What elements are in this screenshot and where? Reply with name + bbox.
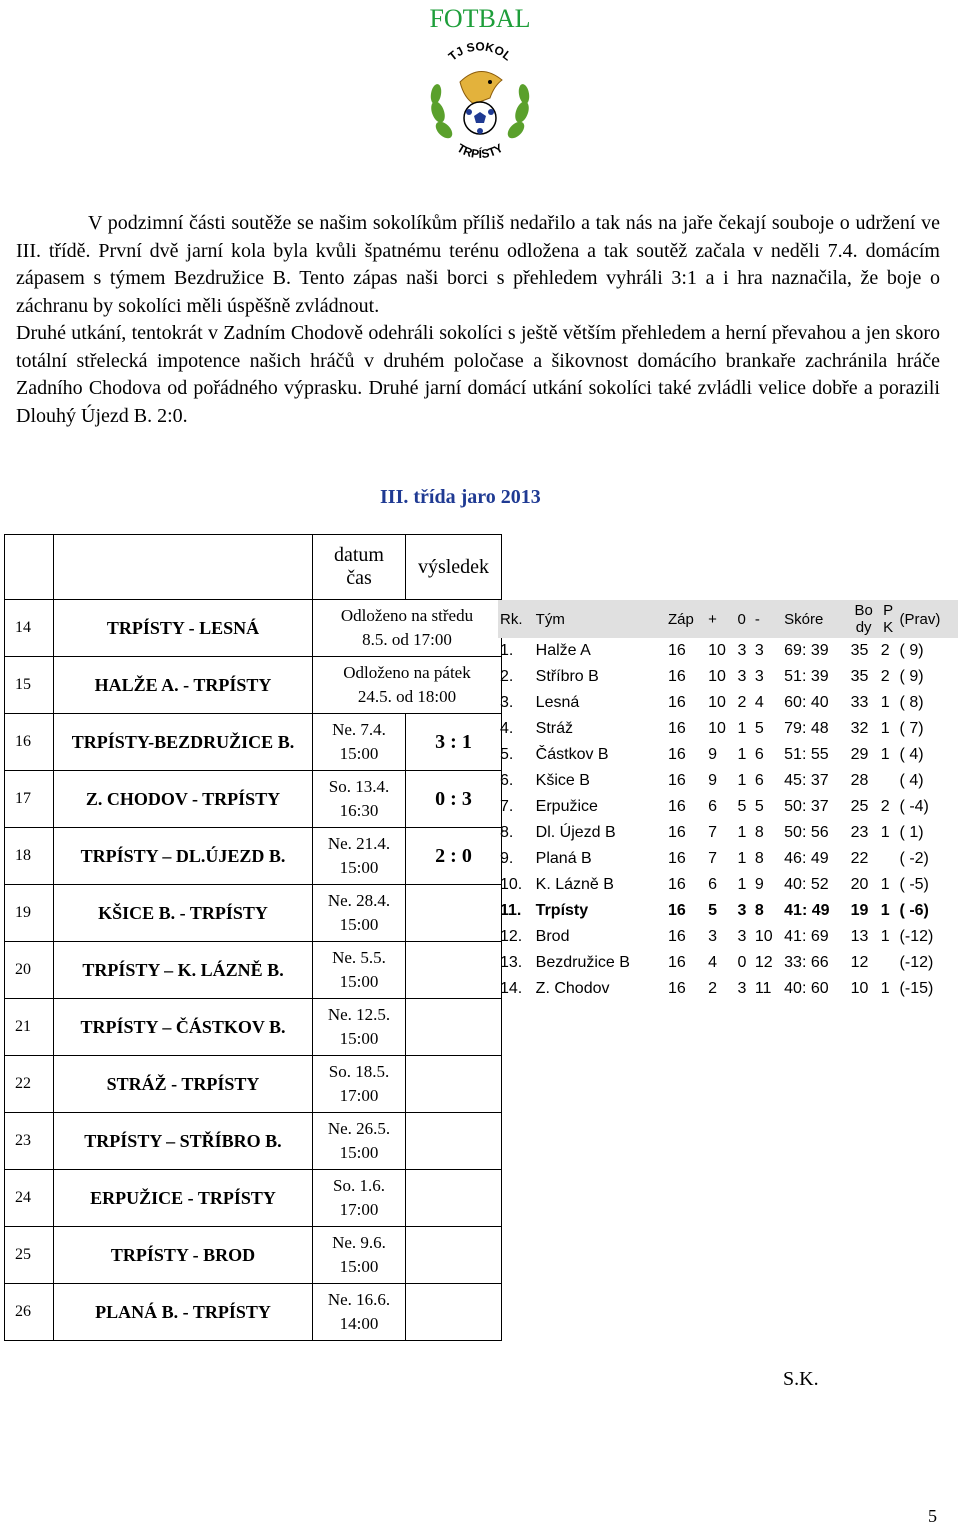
match-teams: TRPÍSTY-BEZDRUŽICE B.: [54, 714, 313, 771]
round-number: 21: [5, 999, 54, 1056]
match-date-line: Ne. 26.5.: [327, 1119, 391, 1138]
match-result: [406, 999, 502, 1056]
match-date-line: Odloženo na středu: [340, 606, 474, 625]
match-result: [406, 1227, 502, 1284]
wins-cell: 2: [708, 980, 718, 997]
team-header: Tým: [534, 600, 666, 638]
wins-cell: 9: [708, 772, 718, 789]
losses-cell: 11: [754, 980, 772, 997]
wins-cell: 9: [708, 746, 718, 763]
logo-arc-text: TJ SOKOL: [445, 42, 515, 64]
wins-cell: 4: [708, 954, 718, 971]
truth-table-header: (Prav): [898, 600, 958, 638]
match-result: 3 : 1: [406, 714, 502, 771]
draws-cell: 1: [737, 720, 747, 737]
points-cell: 12: [850, 954, 869, 971]
draws-cell: 1: [737, 746, 747, 763]
table-row: [498, 638, 958, 664]
team-name-cell: Stráž: [535, 720, 574, 737]
draws-cell: 3: [737, 668, 747, 685]
club-logo: [420, 42, 540, 172]
rank-cell: 9.: [500, 850, 514, 867]
played-cell: 16: [667, 876, 686, 893]
penalty-cell: 1: [880, 720, 890, 737]
match-date: [313, 1227, 406, 1284]
table-row: [5, 714, 502, 771]
points-cell: 35: [850, 668, 869, 685]
match-teams: PLANÁ B. - TRPÍSTY: [54, 1284, 313, 1341]
match-date: [313, 657, 502, 714]
played-cell: 16: [667, 694, 686, 711]
match-result: [406, 1113, 502, 1170]
table-row: [5, 1113, 502, 1170]
table-row: [5, 942, 502, 999]
rank-cell: 4.: [500, 720, 514, 737]
match-teams: TRPÍSTY – STŘÍBRO B.: [54, 1113, 313, 1170]
played-cell: 16: [667, 980, 686, 997]
author-signature: S.K.: [783, 1368, 819, 1390]
match-date: [313, 1113, 406, 1170]
match-time-line: 24.5. od 18:00: [357, 687, 457, 706]
truth-table-cell: ( -6): [899, 902, 929, 919]
draws-header: 0: [735, 600, 752, 638]
team-name-cell: Brod: [535, 928, 570, 945]
score-header: Skóre: [782, 600, 848, 638]
round-number: 26: [5, 1284, 54, 1341]
played-cell: 16: [667, 824, 686, 841]
losses-cell: 5: [754, 720, 764, 737]
losses-cell: 6: [754, 746, 764, 763]
penalty-cell: 1: [880, 746, 890, 763]
played-cell: 16: [667, 746, 686, 763]
penalty-cell: 2: [880, 668, 890, 685]
match-teams: Z. CHODOV - TRPÍSTY: [54, 771, 313, 828]
match-time-line: 17:00: [339, 1200, 379, 1219]
match-schedule-table: [4, 534, 502, 1341]
draws-cell: 1: [737, 772, 747, 789]
played-cell: 16: [667, 772, 686, 789]
score-cell: 69: 39: [784, 642, 829, 659]
wins-cell: 6: [708, 798, 718, 815]
played-cell: 16: [667, 642, 686, 659]
match-result: [406, 885, 502, 942]
match-result: 0 : 3: [406, 771, 502, 828]
table-row: [498, 950, 958, 976]
round-number: 16: [5, 714, 54, 771]
table-row: [5, 828, 502, 885]
date-header-line: datum: [334, 544, 384, 566]
draws-cell: 3: [737, 928, 747, 945]
match-date: [313, 1284, 406, 1341]
truth-table-cell: (-12): [899, 928, 934, 945]
truth-table-cell: ( 7): [899, 720, 924, 737]
played-cell: 16: [667, 928, 686, 945]
losses-cell: 8: [754, 824, 764, 841]
played-cell: 16: [667, 668, 686, 685]
rank-cell: 11.: [500, 902, 522, 919]
points-cell: 22: [850, 850, 869, 867]
truth-table-cell: ( -4): [899, 798, 929, 815]
points-cell: 33: [850, 694, 869, 711]
table-row: [5, 1227, 502, 1284]
score-cell: 41: 49: [784, 902, 830, 919]
team-name-cell: Z. Chodov: [535, 980, 610, 997]
rank-cell: 14.: [500, 980, 523, 997]
penalty-cell: 2: [880, 642, 890, 659]
draws-cell: 1: [737, 850, 747, 867]
draws-cell: 3: [737, 902, 747, 919]
truth-table-cell: (-12): [899, 954, 934, 971]
penalty-cell: 1: [880, 824, 890, 841]
match-time-line: 15:00: [339, 1257, 379, 1276]
match-time-line: 15:00: [339, 1029, 379, 1048]
football-icon: [464, 102, 496, 134]
match-time-line: 15:00: [339, 915, 379, 934]
penalty-cell: 1: [880, 694, 890, 711]
table-row: [498, 872, 958, 898]
points-cell: 20: [850, 876, 869, 893]
match-time-line: 14:00: [339, 1314, 379, 1333]
wins-header: +: [706, 600, 735, 638]
match-teams: TRPÍSTY – K. LÁZNĚ B.: [54, 942, 313, 999]
draws-cell: 5: [737, 798, 747, 815]
round-number: 17: [5, 771, 54, 828]
wins-cell: 3: [708, 928, 718, 945]
match-result: 2 : 0: [406, 828, 502, 885]
match-time-line: 15:00: [339, 858, 379, 877]
losses-cell: 10: [754, 928, 773, 945]
losses-cell: 9: [754, 876, 764, 893]
match-time-line: 15:00: [339, 1143, 379, 1162]
table-header-row: [498, 600, 958, 638]
score-cell: 41: 69: [784, 928, 829, 945]
penalty-cell: [879, 846, 898, 872]
match-date-line: Ne. 28.4.: [327, 891, 391, 910]
penalty-cell: 1: [880, 876, 890, 893]
points-header: [849, 600, 879, 638]
svg-text:TJ SOKOL: [446, 42, 515, 64]
score-cell: 40: 60: [784, 980, 829, 997]
match-date: [313, 714, 406, 771]
wins-cell: 10: [708, 694, 726, 711]
table-row: [5, 600, 502, 657]
team-name-cell: Halže A: [535, 642, 591, 659]
table-row: [498, 820, 958, 846]
rank-header: Rk.: [498, 600, 534, 638]
match-date-line: Ne. 12.5.: [327, 1005, 391, 1024]
points-header-line: Bo: [854, 602, 873, 619]
score-cell: 60: 40: [784, 694, 829, 711]
losses-cell: 12: [754, 954, 773, 971]
rank-cell: 1.: [500, 642, 514, 659]
match-date: [313, 1170, 406, 1227]
result-header: výsledek: [406, 535, 502, 600]
penalty-header-line: P: [883, 602, 894, 619]
truth-table-cell: ( 4): [899, 772, 924, 789]
round-number: 20: [5, 942, 54, 999]
team-name-cell: Dl. Újezd B: [535, 824, 616, 841]
played-cell: 16: [667, 720, 686, 737]
svg-text:TRPÍSTY: [455, 141, 506, 161]
team-name-cell: Kšice B: [535, 772, 590, 789]
logo-bottom-text: TRPÍSTY: [454, 140, 506, 162]
losses-cell: 8: [754, 850, 764, 867]
points-cell: 32: [850, 720, 869, 737]
penalty-header-line: K: [883, 619, 894, 636]
score-cell: 51: 55: [784, 746, 829, 763]
table-row: [498, 898, 958, 924]
draws-cell: 3: [737, 642, 747, 659]
falcon-icon: [460, 71, 502, 104]
match-date: [313, 1056, 406, 1113]
team-name-cell: Planá B: [535, 850, 592, 867]
match-teams: TRPÍSTY – ČÁSTKOV B.: [54, 999, 313, 1056]
match-result: [406, 942, 502, 999]
time-header-line: čas: [346, 567, 372, 589]
truth-table-cell: ( 4): [899, 746, 924, 763]
intro-text: [16, 210, 940, 430]
score-cell: 79: 48: [784, 720, 829, 737]
points-cell: 19: [850, 902, 869, 919]
match-date: [313, 885, 406, 942]
played-cell: 16: [667, 850, 686, 867]
score-cell: 46: 49: [784, 850, 829, 867]
table-row: [498, 794, 958, 820]
round-number: 24: [5, 1170, 54, 1227]
team-name-cell: Stříbro B: [535, 668, 599, 685]
match-time-line: 15:00: [339, 744, 379, 763]
match-date-line: Ne. 5.5.: [332, 948, 386, 967]
match-date: [313, 771, 406, 828]
table-row: [5, 885, 502, 942]
match-teams: TRPÍSTY – DL.ÚJEZD B.: [54, 828, 313, 885]
match-date: [313, 942, 406, 999]
losses-cell: 5: [754, 798, 764, 815]
round-number: 19: [5, 885, 54, 942]
match-date-line: So. 18.5.: [328, 1062, 390, 1081]
draws-cell: 3: [737, 980, 747, 997]
wins-cell: 7: [708, 824, 718, 841]
rank-cell: 10.: [500, 876, 523, 893]
score-cell: 50: 56: [784, 824, 829, 841]
truth-table-cell: ( -2): [899, 850, 929, 867]
date-header: [313, 535, 406, 600]
table-row: [498, 716, 958, 742]
table-row: [5, 1056, 502, 1113]
losses-cell: 8: [754, 902, 764, 919]
points-cell: 28: [850, 772, 869, 789]
penalty-header: [879, 600, 898, 638]
table-row: [498, 690, 958, 716]
intro-paragraph: Druhé utkání, tentokrát v Zadním Chodově odehráli sokolíci s ještě větším přehledem a herní převahou a jen skoro totální střelecká impotence našich hráčů v druhém poločase a šikovnost domácího brankaře zachránila hráče Zadního Chodova od pořádného výprasku. Druhé jarní domácí utkání sokolíci také zvládli velice dobře a porazili Dlouhý Újezd B. 2:0.: [16, 322, 940, 427]
round-number: 14: [5, 600, 54, 657]
intro-paragraph: V podzimní části soutěže se našim sokolíkům příliš nedařilo a tak nás na jaře čekají souboje o udržení ve III. třídě. První dvě jarní kola byla kvůli špatnému terénu odložena a tak soutěž začala v neděli 7.4. domácím zápasem s týmem Bezdružice B. Tento zápas naši borci s přehledem vyhráli 3:1 a i hra naznačila, že boje o záchranu by sokolíci měli úspěšně zvládnout.: [16, 212, 940, 317]
team-name-cell: Částkov B: [535, 746, 609, 763]
match-teams: TRPÍSTY - LESNÁ: [54, 600, 313, 657]
team-name-cell: Erpužice: [535, 798, 598, 815]
played-cell: 16: [667, 798, 686, 815]
match-teams: STRÁŽ - TRPÍSTY: [54, 1056, 313, 1113]
round-number: 25: [5, 1227, 54, 1284]
played-cell: 16: [667, 954, 686, 971]
truth-table-cell: ( 9): [899, 642, 924, 659]
points-cell: 23: [850, 824, 869, 841]
truth-table-cell: (-15): [899, 980, 934, 997]
wins-cell: 7: [708, 850, 718, 867]
match-date-line: So. 13.4.: [328, 777, 390, 796]
round-header: [5, 535, 54, 600]
points-cell: 10: [850, 980, 869, 997]
rank-cell: 3.: [500, 694, 514, 711]
wins-cell: 10: [708, 668, 726, 685]
wins-cell: 10: [708, 720, 726, 737]
table-row: [498, 924, 958, 950]
draws-cell: 1: [737, 824, 747, 841]
played-cell: 16: [667, 902, 686, 919]
table-row: [498, 768, 958, 794]
points-cell: 13: [850, 928, 869, 945]
match-teams: TRPÍSTY - BROD: [54, 1227, 313, 1284]
teams-header: [54, 535, 313, 600]
penalty-cell: 1: [880, 902, 890, 919]
score-cell: 33: 66: [784, 954, 829, 971]
table-row: [498, 664, 958, 690]
match-date-line: Ne. 21.4.: [327, 834, 391, 853]
match-date-line: Ne. 7.4.: [332, 720, 386, 739]
match-date-line: So. 1.6.: [333, 1176, 385, 1195]
table-row: [5, 771, 502, 828]
match-result: [406, 1170, 502, 1227]
score-cell: 45: 37: [784, 772, 829, 789]
match-date-line: Odloženo na pátek: [343, 663, 471, 682]
rank-cell: 6.: [500, 772, 514, 789]
draws-cell: 0: [737, 954, 747, 971]
wins-cell: 6: [708, 876, 718, 893]
losses-cell: 6: [754, 772, 764, 789]
truth-table-cell: ( 8): [899, 694, 924, 711]
truth-table-cell: ( -5): [899, 876, 929, 893]
match-result: [406, 1056, 502, 1113]
points-cell: 35: [850, 642, 869, 659]
match-teams: KŠICE B. - TRPÍSTY: [54, 885, 313, 942]
rank-cell: 5.: [500, 746, 514, 763]
rank-cell: 8.: [500, 824, 514, 841]
penalty-cell: 2: [880, 798, 890, 815]
rank-cell: 2.: [500, 668, 514, 685]
table-row: [498, 742, 958, 768]
points-cell: 29: [850, 746, 869, 763]
page-title: FOTBAL: [429, 4, 531, 33]
truth-table-cell: ( 9): [899, 668, 924, 685]
truth-table-cell: ( 1): [899, 824, 924, 841]
team-name-cell: K. Lázně B: [535, 876, 614, 893]
penalty-cell: 1: [880, 980, 890, 997]
round-number: 23: [5, 1113, 54, 1170]
match-teams: ERPUŽICE - TRPÍSTY: [54, 1170, 313, 1227]
match-teams: HALŽE A. - TRPÍSTY: [54, 657, 313, 714]
draws-cell: 1: [737, 876, 747, 893]
wins-cell: 5: [708, 902, 718, 919]
table-row: [498, 846, 958, 872]
points-header-line: dy: [855, 619, 872, 636]
losses-cell: 4: [754, 694, 764, 711]
losses-cell: 3: [754, 668, 764, 685]
season-heading: III. třída jaro 2013: [380, 486, 541, 508]
table-header-row: [5, 535, 502, 600]
round-number: 22: [5, 1056, 54, 1113]
score-cell: 51: 39: [784, 668, 829, 685]
table-row: [498, 976, 958, 1002]
rank-cell: 12.: [500, 928, 523, 945]
losses-header: -: [753, 600, 782, 638]
rank-cell: 7.: [500, 798, 514, 815]
penalty-cell: [879, 768, 898, 794]
rank-cell: 13.: [500, 954, 523, 971]
round-number: 15: [5, 657, 54, 714]
played-header: Záp: [666, 600, 706, 638]
wins-cell: 10: [708, 642, 726, 659]
table-row: [5, 657, 502, 714]
match-time-line: 17:00: [339, 1086, 379, 1105]
match-date-line: Ne. 16.6.: [327, 1290, 391, 1309]
page-number: 5: [928, 1506, 937, 1526]
penalty-cell: 1: [880, 928, 890, 945]
team-name-cell: Trpísty: [535, 902, 589, 919]
table-row: [5, 1284, 502, 1341]
score-cell: 40: 52: [784, 876, 829, 893]
match-result: [406, 1284, 502, 1341]
table-row: [5, 1170, 502, 1227]
match-date: [313, 999, 406, 1056]
table-row: [5, 999, 502, 1056]
match-date: [313, 600, 502, 657]
losses-cell: 3: [754, 642, 764, 659]
points-cell: 25: [850, 798, 869, 815]
match-date-line: Ne. 9.6.: [332, 1233, 386, 1252]
match-time-line: 15:00: [339, 972, 379, 991]
penalty-cell: [879, 950, 898, 976]
team-name-cell: Lesná: [535, 694, 580, 711]
score-cell: 50: 37: [784, 798, 829, 815]
draws-cell: 2: [737, 694, 747, 711]
match-date: [313, 828, 406, 885]
round-number: 18: [5, 828, 54, 885]
match-time-line: 8.5. od 17:00: [362, 630, 452, 649]
league-standings-table: [498, 600, 958, 1002]
team-name-cell: Bezdružice B: [535, 954, 630, 971]
match-time-line: 16:30: [339, 801, 379, 820]
